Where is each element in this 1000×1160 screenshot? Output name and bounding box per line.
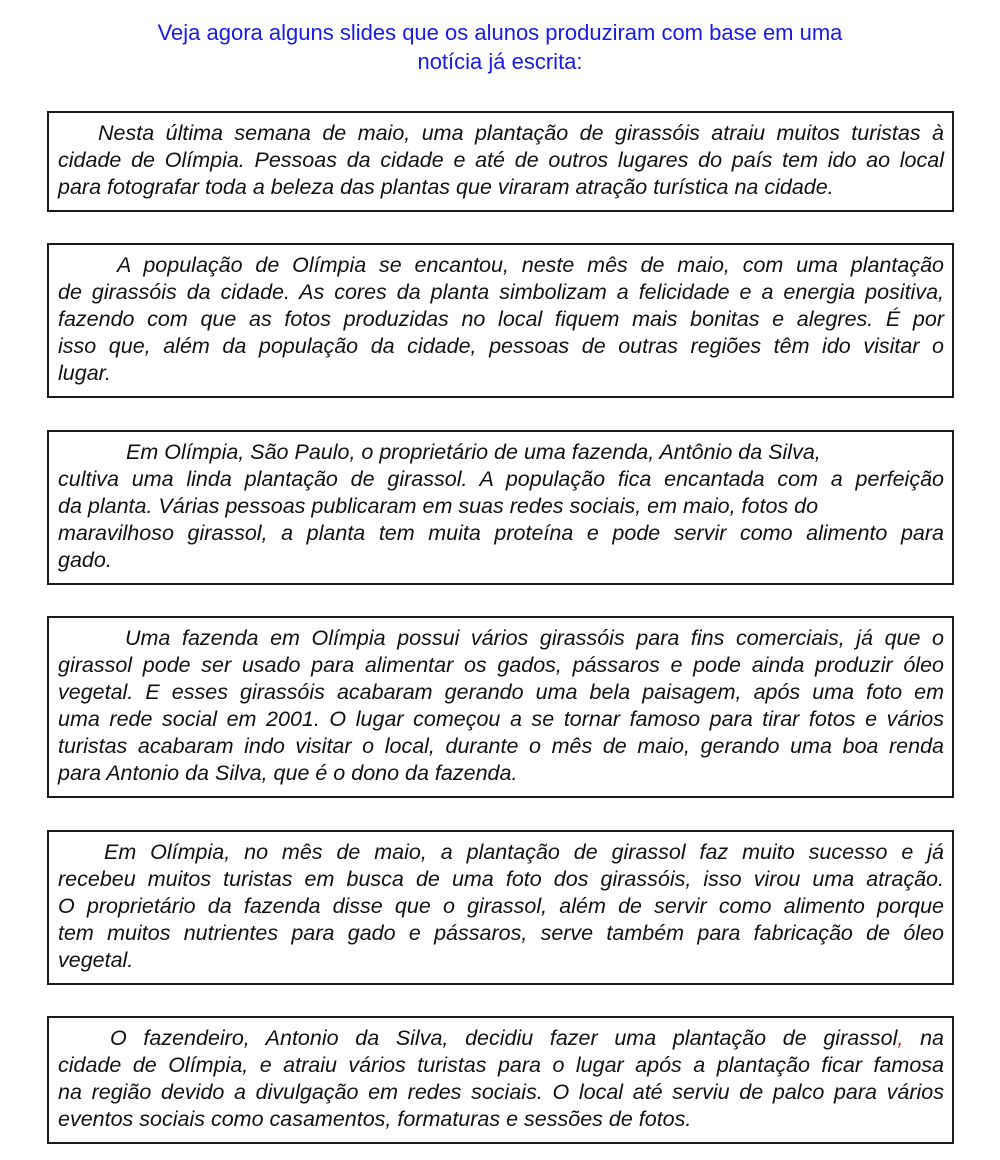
slide-2-line-5: lugar.: [58, 361, 111, 385]
slide-4: [47, 616, 954, 798]
slide-5: [47, 830, 954, 985]
slide-2-line-2: de girassóis da cidade. As cores da planta simbolizam a felicidade e a energia positiva,: [58, 280, 944, 304]
slide-3-line-2: cultiva uma linda plantação de girassol. A população fica encantada com a perfeição: [58, 467, 944, 491]
slide-1-text: [58, 120, 944, 201]
slide-3-line-5: gado.: [58, 548, 112, 572]
slide-1-line-3: para fotografar toda a beleza das plantas que viraram atração turística na cidade.: [58, 175, 834, 199]
slide-4-line-4: uma rede social em 2001. O lugar começou a se tornar famoso para tirar fotos e vários: [58, 707, 944, 731]
slide-3-line-3: da planta. Várias pessoas publicaram em suas redes sociais, em maio, fotos do: [58, 494, 819, 518]
slide-5-text: [58, 839, 944, 974]
slide-6-line-3: na região devido a divulgação em redes sociais. O local até serviu de palco para vários: [58, 1080, 944, 1104]
slide-2-line-1: A população de Olímpia se encantou, neste mês de maio, com uma plantação: [117, 253, 944, 277]
slide-3-line-4: maravilhoso girassol, a planta tem muita proteína e pode servir como alimento para: [58, 521, 944, 545]
slide-4-line-2: girassol pode ser usado para alimentar os gados, pássaros e pode ainda produzir óleo: [58, 653, 944, 677]
slide-1-line-1: Nesta última semana de maio, uma plantação de girassóis atraiu muitos turistas à: [98, 121, 944, 145]
slide-3: [47, 430, 954, 585]
slide-1: [47, 111, 954, 212]
heading-line-2: notícia já escrita:: [417, 49, 583, 74]
slide-6: [47, 1016, 954, 1144]
slide-2-line-4: isso que, além da população da cidade, pessoas de outras regiões têm ido visitar o: [58, 334, 944, 358]
slide-2-text: [58, 252, 944, 387]
slide-3-text: [58, 439, 944, 574]
slide-5-line-5: vegetal.: [58, 948, 134, 972]
slide-4-line-1: Uma fazenda em Olímpia possui vários girassóis para fins comerciais, já que o: [125, 626, 944, 650]
slide-4-line-3: vegetal. E esses girassóis acabaram gerando uma bela paisagem, após uma foto em: [58, 680, 944, 704]
slide-4-line-6: para Antonio da Silva, que é o dono da fazenda.: [58, 761, 518, 785]
slide-5-line-4: tem muitos nutrientes para gado e pássaros, serve também para fabricação de óleo: [58, 921, 944, 945]
slide-5-line-3: O proprietário da fazenda disse que o girassol, além de servir como alimento porque: [58, 894, 944, 918]
slide-6-text: [58, 1025, 944, 1133]
slide-4-line-5: turistas acabaram indo visitar o local, durante o mês de maio, gerando uma boa renda: [58, 734, 944, 758]
slide-6-line-4: eventos sociais como casamentos, formaturas e sessões de fotos.: [58, 1107, 692, 1131]
heading-line-1: Veja agora alguns slides que os alunos produziram com base em uma: [157, 20, 843, 45]
slide-6-line-1-start: O fazendeiro, Antonio da Silva, decidiu fazer uma plantação de girassol: [110, 1026, 898, 1050]
slide-1-line-2: cidade de Olímpia. Pessoas da cidade e até de outros lugares do país tem ido ao local: [58, 148, 944, 172]
slide-5-line-2: recebeu muitos turistas em busca de uma foto dos girassóis, isso virou uma atração.: [58, 867, 944, 891]
slide-5-line-1: Em Olímpia, no mês de maio, a plantação de girassol faz muito sucesso e já: [104, 840, 944, 864]
page-heading: [100, 18, 900, 76]
slide-2-line-3: fazendo com que as fotos produzidas no local fiquem mais bonitas e alegres. É por: [58, 307, 944, 331]
slide-6-line-1: [58, 1025, 944, 1052]
slide-6-red-comma: ,: [897, 1026, 904, 1050]
slide-4-text: [58, 625, 944, 787]
slide-6-line-1-end: na: [903, 1026, 944, 1050]
slide-2: [47, 243, 954, 398]
slide-3-line-1: Em Olímpia, São Paulo, o proprietário de uma fazenda, Antônio da Silva,: [126, 440, 821, 464]
slide-6-line-2: cidade de Olímpia, e atraiu vários turistas para o lugar após a plantação ficar famosa: [58, 1053, 944, 1077]
